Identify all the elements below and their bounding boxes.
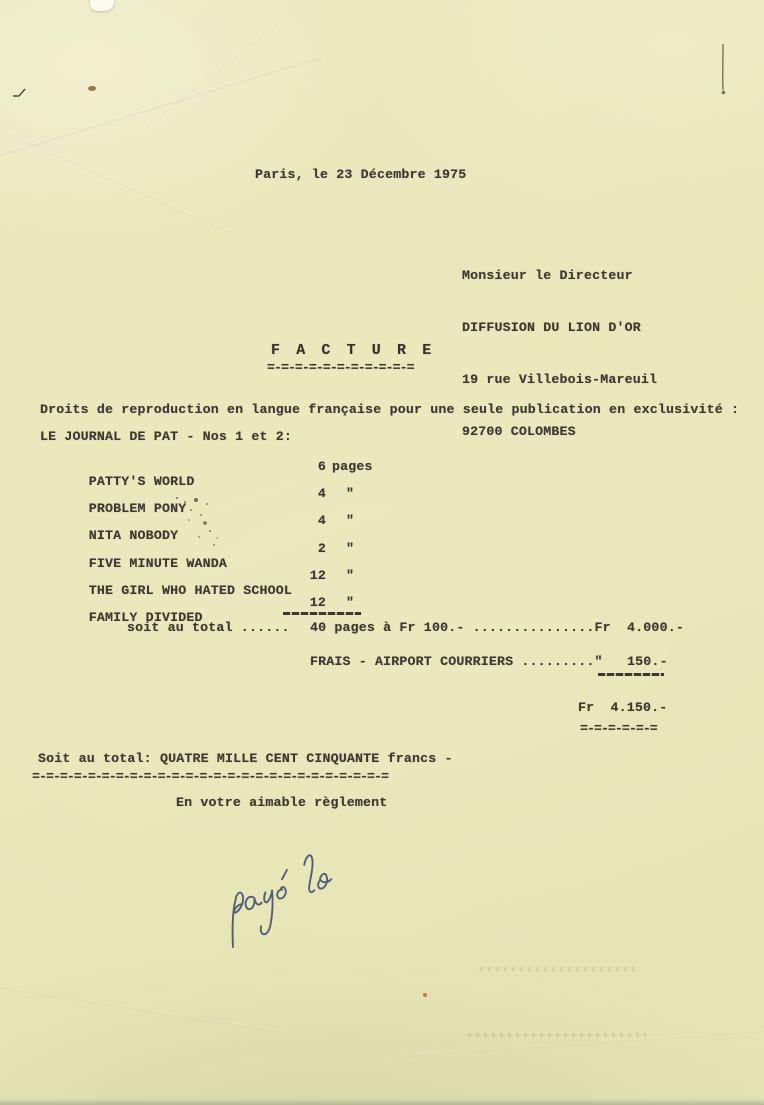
- item-pages: 4: [317, 513, 326, 528]
- subtotal-label: soit au total ......: [127, 620, 290, 635]
- item-unit: pages: [332, 459, 373, 474]
- pen-tick-mark: [12, 88, 28, 98]
- items-total-rule: [283, 612, 361, 615]
- item-unit: ": [346, 595, 355, 610]
- closing-line: En votre aimable règlement: [176, 795, 388, 810]
- fees-underline: [598, 673, 664, 676]
- item-pages: 2: [317, 541, 326, 556]
- orange-speck: [423, 993, 427, 997]
- item-pages: 4: [317, 486, 326, 501]
- ghost-impression-2: [468, 1033, 646, 1037]
- item-pages: 6: [317, 459, 326, 474]
- item-title: FIVE MINUTE WANDA: [88, 556, 227, 571]
- fees-line: FRAIS - AIRPORT COURRIERS ........." 150.-: [310, 654, 668, 669]
- item-pages: 12: [309, 568, 326, 583]
- item-title: NITA NOBODY: [88, 528, 179, 543]
- recipient-address: [462, 232, 657, 476]
- title-underline: =-=-=-=-=-=-=-=-=-=-=: [267, 360, 414, 375]
- torn-edge-notch: [90, 0, 114, 11]
- subtotal-detail: 40 pages à Fr 100.- ...............Fr 4.000.-: [310, 620, 684, 635]
- ghost-impression-1: [480, 967, 636, 971]
- item-title: PROBLEM PONY: [88, 501, 187, 516]
- brown-stain: [88, 86, 96, 91]
- document-title: F A C T U R E: [271, 342, 435, 359]
- amount-words-underline: =-=-=-=-=-=-=-=-=-=-=-=-=-=-=-=-=-=-=-=-=-=-=-=-=-=: [32, 769, 388, 784]
- item-pages: 12: [309, 595, 326, 610]
- item-unit: ": [346, 486, 355, 501]
- recipient-city: 92700 COLOMBES: [462, 424, 576, 440]
- item-title: THE GIRL WHO HATED SCHOOL: [88, 583, 293, 598]
- intro-line: Droits de reproduction en langue française pour une seule publication en exclusivité :: [40, 402, 740, 417]
- recipient-street: 19 rue Villebois-Mareuil: [462, 372, 658, 388]
- recipient-company: DIFFUSION DU LION D'OR: [462, 320, 641, 336]
- recipient-name: Monsieur le Directeur: [462, 267, 633, 283]
- item-title: PATTY'S WORLD: [88, 474, 195, 489]
- item-unit: ": [346, 568, 355, 583]
- date-line: Paris, le 23 Décembre 1975: [255, 167, 467, 182]
- item-unit: ": [346, 541, 355, 556]
- pen-stroke-topright: [720, 44, 726, 96]
- handwritten-note: [187, 829, 364, 958]
- item-unit: ": [346, 513, 355, 528]
- amount-in-words: Soit au total: QUATRE MILLE CENT CINQUANTE francs -: [38, 751, 453, 766]
- grand-total: Fr 4.150.-: [578, 700, 668, 715]
- series-line: LE JOURNAL DE PAT - Nos 1 et 2:: [40, 429, 293, 444]
- item-title: FAMILY DIVIDED: [88, 610, 203, 625]
- handwriting-paye-le-glyph: [187, 829, 364, 958]
- grand-total-underline: =-=-=-=-=-=: [580, 721, 657, 736]
